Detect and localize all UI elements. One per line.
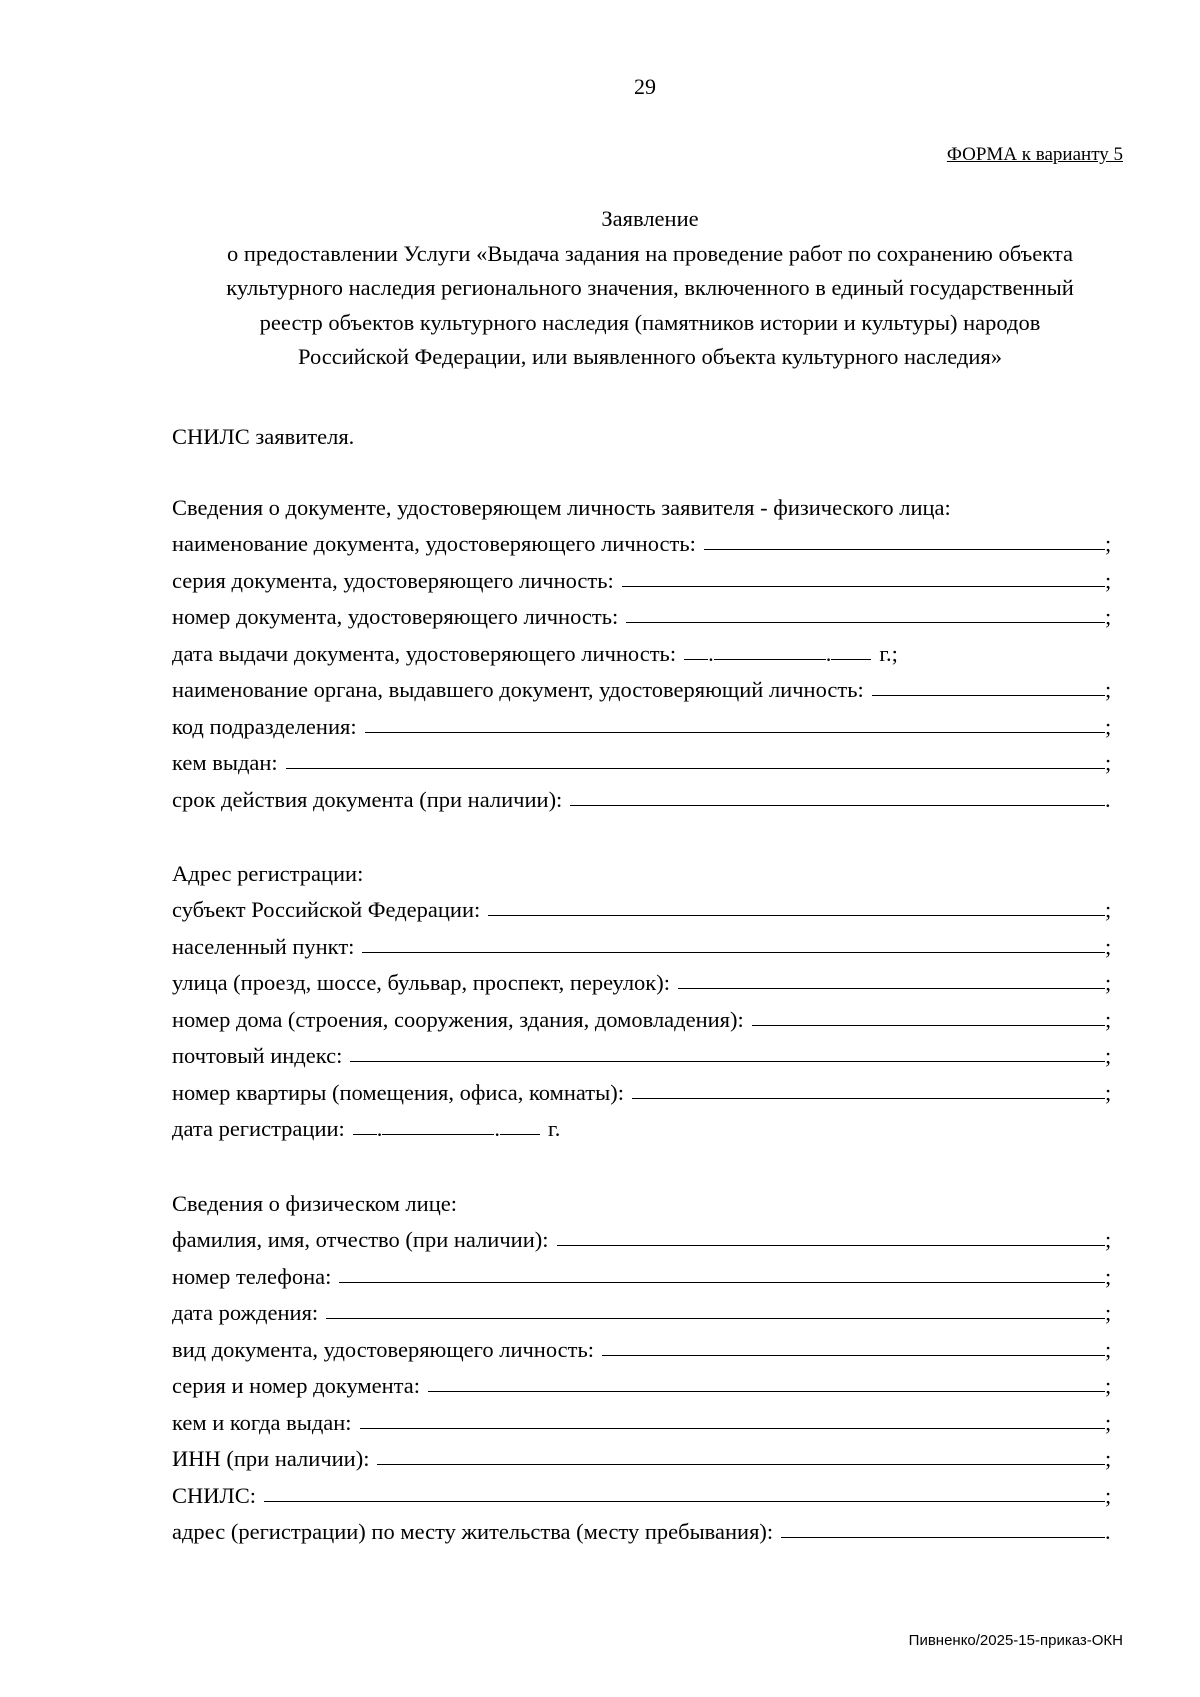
field-label: ИНН (при наличии):: [172, 1446, 370, 1471]
footer-document-code: Пивненко/2025-15-приказ-ОКН: [908, 1632, 1123, 1649]
form-row: [172, 1405, 1117, 1442]
field-label: дата регистрации:: [172, 1116, 345, 1141]
field-end: ;: [1105, 531, 1112, 556]
section-heading: Адрес регистрации:: [172, 861, 364, 886]
field-end: ;: [1105, 1227, 1112, 1252]
section-heading: Сведения о физическом лице:: [172, 1191, 457, 1216]
field-label: номер квартиры (помещения, офиса, комнаты):: [172, 1079, 624, 1105]
doc-type-field[interactable]: [602, 1331, 1105, 1356]
doc-series-field[interactable]: [622, 562, 1105, 587]
form-row: [172, 599, 1117, 636]
field-end: ;: [1105, 970, 1112, 995]
field-end: ;: [1105, 897, 1112, 922]
field-label: наименование органа, выдавшего документ, удостоверяющий личность:: [172, 677, 864, 702]
field-label: срок действия документа (при наличии):: [172, 786, 563, 812]
person-section: [172, 1186, 1117, 1551]
inn-field[interactable]: [377, 1440, 1105, 1465]
section-heading: Сведения о документе, удостоверяющем личность заявителя - физического лица:: [172, 495, 951, 520]
field-label: номер телефона:: [172, 1263, 332, 1289]
title-line: Российской Федерации, или выявленного объекта культурного наследия»: [298, 344, 1002, 369]
field-label: дата выдачи документа, удостоверяющего личность:: [172, 640, 677, 666]
postal-code-field[interactable]: [350, 1037, 1105, 1062]
doc-series-number-field[interactable]: [428, 1367, 1105, 1392]
field-end: ;: [1105, 933, 1112, 959]
form-variant-note: ФОРМА к варианту 5: [946, 144, 1123, 165]
form-row: дата регистрации: . . г.: [172, 1111, 1117, 1148]
field-end: ;: [1105, 604, 1112, 629]
form-row: [172, 563, 1117, 600]
form-row: [172, 782, 1117, 819]
document-title: [170, 202, 1130, 375]
registration-address-section: [172, 856, 1117, 1148]
birth-date-field[interactable]: [326, 1294, 1105, 1319]
field-end: ;: [1105, 677, 1112, 702]
field-label: номер документа, удостоверяющего личность:: [172, 604, 619, 629]
validity-period-field[interactable]: [570, 781, 1105, 806]
form-row: [172, 892, 1117, 929]
field-end: ;: [1105, 750, 1112, 775]
field-label: вид документа, удостоверяющего личность:: [172, 1336, 594, 1362]
field-end: ;: [1105, 1373, 1112, 1398]
form-row: [172, 1441, 1117, 1478]
field-end: ;: [1105, 1043, 1112, 1068]
issue-year-field[interactable]: [831, 635, 871, 660]
reg-month-field[interactable]: [382, 1110, 494, 1135]
title-line: Заявление: [601, 206, 699, 231]
federal-subject-field[interactable]: [488, 891, 1105, 916]
field-end: .: [1105, 1519, 1111, 1544]
form-row: [172, 1514, 1117, 1551]
issue-month-field[interactable]: [714, 635, 826, 660]
field-label: адрес (регистрации) по месту жительства (месту пребывания):: [172, 1519, 774, 1544]
field-end: ;: [1105, 1006, 1112, 1032]
division-code-field[interactable]: [365, 708, 1105, 733]
phone-field[interactable]: [339, 1258, 1105, 1283]
page-number: 29: [634, 74, 656, 99]
form-row: [172, 1075, 1117, 1112]
form-row: [172, 1038, 1117, 1075]
street-field[interactable]: [678, 964, 1105, 989]
field-label: наименование документа, удостоверяющего личность:: [172, 531, 696, 556]
field-end: ;: [1105, 1446, 1112, 1471]
field-end: ;: [1105, 1263, 1112, 1289]
field-end: г.;: [879, 640, 898, 666]
form-row: [172, 1259, 1117, 1296]
reg-day-field[interactable]: [353, 1110, 377, 1135]
form-row: [172, 1332, 1117, 1369]
doc-number-field[interactable]: [626, 598, 1105, 623]
issuing-authority-field[interactable]: [872, 671, 1105, 696]
issued-by-when-field[interactable]: [360, 1404, 1105, 1429]
field-label: населенный пункт:: [172, 933, 355, 959]
form-row: дата выдачи документа, удостоверяющего личность: . . г.;: [172, 636, 1117, 673]
form-row: [172, 929, 1117, 966]
field-end: .: [1105, 786, 1111, 812]
field-end: ;: [1105, 567, 1112, 593]
identity-document-section: [172, 490, 1117, 818]
title-line: о предоставлении Услуги «Выдача задания на проведение работ по сохранению объекта: [227, 240, 1073, 266]
doc-name-field[interactable]: [704, 525, 1105, 550]
locality-field[interactable]: [362, 928, 1105, 953]
field-end: ;: [1105, 1336, 1112, 1362]
field-label: субъект Российской Федерации:: [172, 897, 481, 922]
form-row: [172, 672, 1117, 709]
form-row: [172, 1002, 1117, 1039]
full-name-field[interactable]: [557, 1221, 1106, 1246]
issued-by-field[interactable]: [286, 744, 1105, 769]
form-row: [172, 1368, 1117, 1405]
form-row: [172, 1478, 1117, 1515]
field-label: номер дома (строения, сооружения, здания, домовладения):: [172, 1006, 744, 1032]
field-label: фамилия, имя, отчество (при наличии):: [172, 1227, 549, 1252]
form-row: [172, 709, 1117, 746]
field-label: почтовый индекс:: [172, 1043, 343, 1068]
house-number-field[interactable]: [752, 1001, 1105, 1026]
field-label: кем выдан:: [172, 750, 278, 775]
field-end: г.: [548, 1116, 561, 1141]
field-label: код подразделения:: [172, 713, 357, 739]
snils-field[interactable]: [264, 1477, 1105, 1502]
form-row: [172, 1222, 1117, 1259]
field-label: СНИЛС:: [172, 1482, 257, 1508]
field-label: дата рождения:: [172, 1300, 319, 1325]
form-row: [172, 965, 1117, 1002]
form-row: [172, 1295, 1117, 1332]
form-row: [172, 526, 1117, 563]
field-end: ;: [1105, 1482, 1112, 1508]
field-end: ;: [1105, 713, 1112, 739]
title-line: реестр объектов культурного наследия (памятников истории и культуры) народов: [259, 309, 1041, 335]
field-label: кем и когда выдан:: [172, 1409, 352, 1435]
title-line: культурного наследия регионального значения, включенного в единый государственный: [226, 275, 1074, 300]
field-label: серия и номер документа:: [172, 1373, 421, 1398]
form-row: [172, 745, 1117, 782]
field-label: серия документа, удостоверяющего личность:: [172, 567, 614, 593]
snils-applicant-text: СНИЛС заявителя.: [172, 424, 355, 449]
field-end: ;: [1105, 1079, 1112, 1105]
issue-day-field[interactable]: [684, 635, 708, 660]
field-end: ;: [1105, 1300, 1112, 1325]
apartment-field[interactable]: [632, 1074, 1105, 1099]
residence-address-field[interactable]: [781, 1513, 1105, 1538]
reg-year-field[interactable]: [500, 1110, 540, 1135]
field-label: улица (проезд, шоссе, бульвар, проспект, переулок):: [172, 970, 670, 995]
field-end: ;: [1105, 1409, 1112, 1435]
